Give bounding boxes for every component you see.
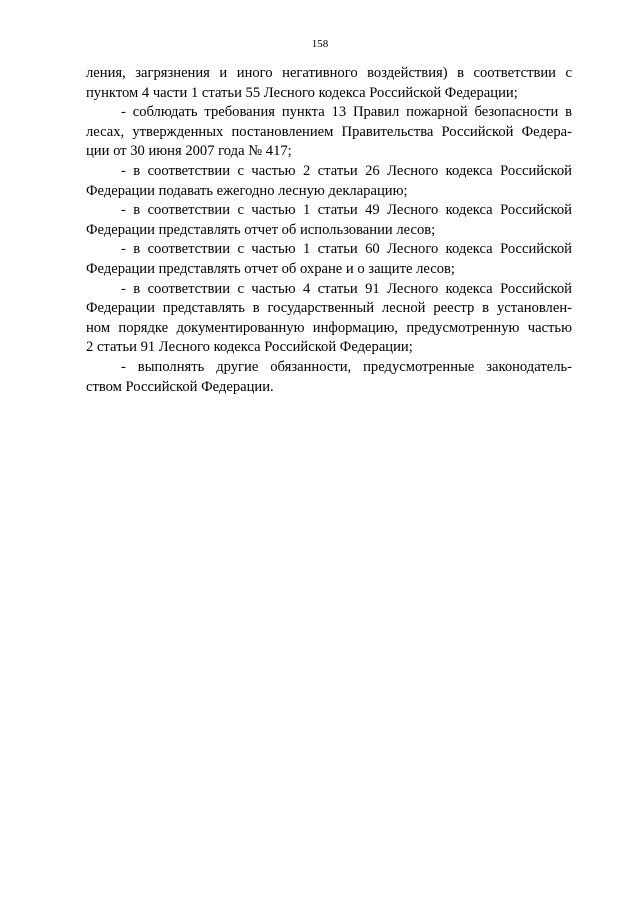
text-line: - в соответствии с частью 1 статьи 49 Лесного кодекса Российской xyxy=(121,202,572,219)
text-line: - выполнять другие обязанности, предусмотренные законодатель- xyxy=(121,358,572,375)
text-line: ления, загрязнения и иного негативного воздействия) в соответствии с xyxy=(86,65,572,81)
text-line: ции от 30 июня 2007 года № 417; xyxy=(86,143,292,160)
text-line: пунктом 4 части 1 статьи 55 Лесного кодекса Российской Федерации; xyxy=(86,84,518,101)
text-line: - в соответствии с частью 2 статьи 26 Лесного кодекса Российской xyxy=(121,162,572,179)
text-line: - соблюдать требования пункта 13 Правил пожарной безопасности в xyxy=(121,104,572,121)
text-line: Федерации представлять в государственный лесной реестр в установлен- xyxy=(86,300,572,317)
page-number: 158 xyxy=(311,38,329,50)
text-line: - в соответствии с частью 1 статьи 60 Лесного кодекса Российской xyxy=(121,241,572,258)
text-line: лесах, утвержденных постановлением Правительства Российской Федера- xyxy=(86,123,572,140)
text-line: 2 статьи 91 Лесного кодекса Российской Федерации; xyxy=(86,339,413,356)
document-body xyxy=(86,64,572,397)
text-line: Федерации представлять отчет об использовании лесов; xyxy=(86,221,436,238)
text-line: ством Российской Федерации. xyxy=(86,378,274,395)
text-line: Федерации подавать ежегодно лесную декларацию; xyxy=(86,182,408,199)
text-line: ном порядке документированную информацию, предусмотренную частью xyxy=(86,319,572,336)
text-line: Федерации представлять отчет об охране и о защите лесов; xyxy=(86,260,455,277)
text-line: - в соответствии с частью 4 статьи 91 Лесного кодекса Российской xyxy=(121,280,572,297)
